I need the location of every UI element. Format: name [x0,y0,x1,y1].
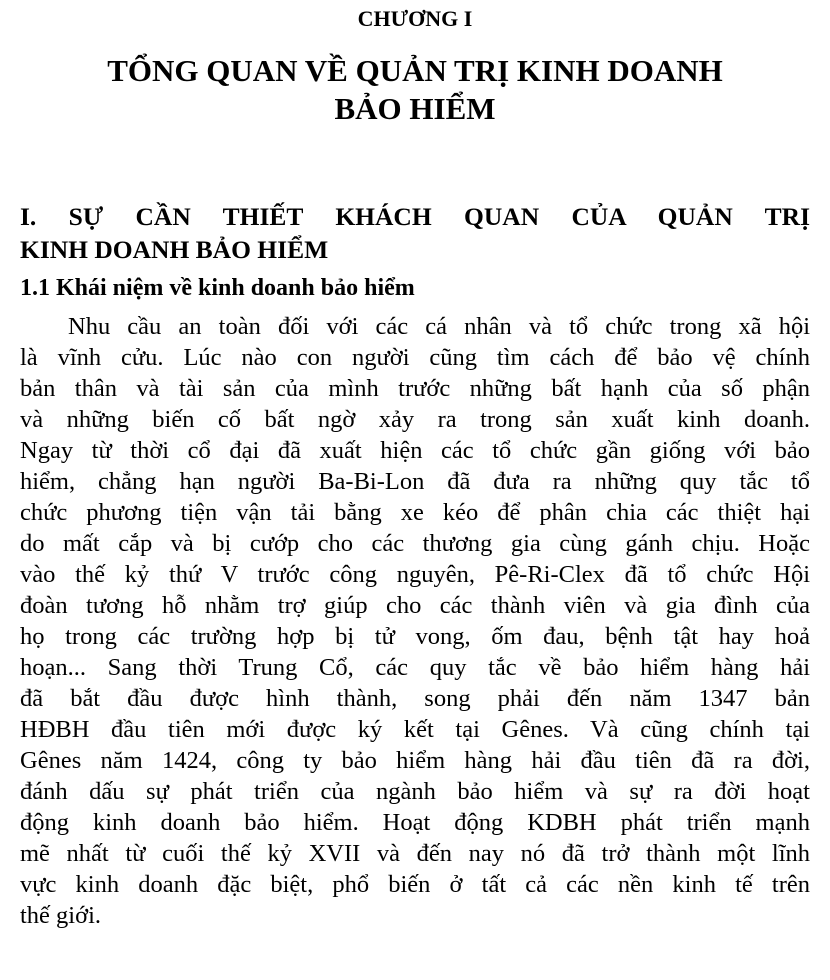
chapter-title [0,52,830,128]
paragraph-line: hoạn... Sang thời Trung Cổ, các quy tắc về bảo hiểm hàng hải [20,654,810,681]
paragraph-line: vào thế kỷ thứ V trước công nguyên, Pê-Ri-Clex đã tổ chức Hội [20,561,810,588]
subsection-heading: 1.1 Khái niệm về kinh doanh bảo hiểm [20,275,415,301]
paragraph-line: Nhu cầu an toàn đối với các cá nhân và tổ chức trong xã hội [68,313,810,340]
paragraph-line: HĐBH đầu tiên mới được ký kết tại Gênes. Và cũng chính tại [20,716,810,743]
paragraph-line: đoàn tương hỗ nhằm trợ giúp cho các thành viên và gia đình của [20,592,810,619]
paragraph-line: vực kinh doanh đặc biệt, phổ biến ở tất cả các nền kinh tế trên [20,871,810,898]
section-heading [20,200,810,266]
paragraph-line: là vĩnh cửu. Lúc nào con người cũng tìm cách để bảo vệ chính [20,344,810,371]
paragraph-line: do mất cắp và bị cướp cho các thương gia cùng gánh chịu. Hoặc [20,530,810,557]
paragraph-line: mẽ nhất từ cuối thế kỷ XVII và đến nay nó đã trở thành một lĩnh [20,840,810,867]
paragraph-line: chức phương tiện vận tải bằng xe kéo để phân chia các thiệt hại [20,499,810,526]
paragraph-line: họ trong các trường hợp bị tử vong, ốm đau, bệnh tật hay hoả [20,623,810,650]
paragraph-line: bản thân và tài sản của mình trước những bất hạnh của số phận [20,375,810,402]
paragraph-line: đánh dấu sự phát triển của ngành bảo hiểm và sự ra đời hoạt [20,778,810,805]
paragraph-line: hiểm, chẳng hạn người Ba-Bi-Lon đã đưa ra những quy tắc tổ [20,468,810,495]
chapter-label: CHƯƠNG I [357,6,473,31]
paragraph-line: động kinh doanh bảo hiểm. Hoạt động KDBH phát triển mạnh [20,809,810,836]
chapter-title-line-1: TỔNG QUAN VỀ QUẢN TRỊ KINH DOANH [107,53,723,88]
section-heading-line-2: KINH DOANH BẢO HIỂM [20,235,329,264]
body-paragraph [20,311,810,931]
paragraph-line: Gênes năm 1424, công ty bảo hiểm hàng hải đầu tiên đã ra đời, [20,747,810,774]
chapter-title-line-2: BẢO HIỂM [334,91,496,126]
paragraph-line: thế giới. [20,902,102,929]
paragraph-line: và những biến cố bất ngờ xảy ra trong sản xuất kinh doanh. [20,406,810,433]
paragraph-line: Ngay từ thời cổ đại đã xuất hiện các tổ chức gần giống với bảo [20,437,810,464]
paragraph-line: đã bắt đầu được hình thành, song phải đến năm 1347 bản [20,685,810,712]
section-heading-line-1: I. SỰ CẦN THIẾT KHÁCH QUAN CỦA QUẢN TRỊ [20,202,810,231]
